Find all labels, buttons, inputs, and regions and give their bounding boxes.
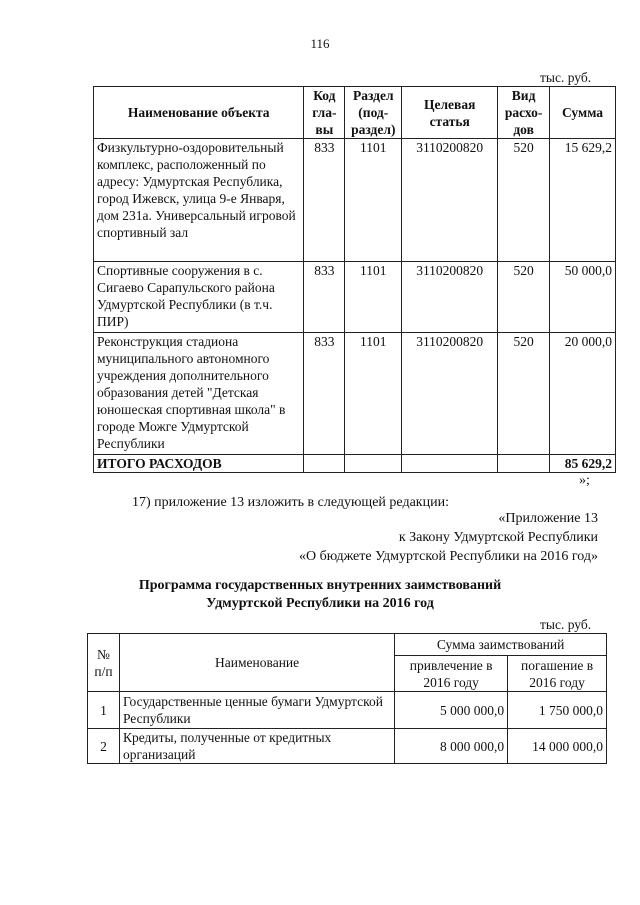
total-sum: 85 629,2: [550, 455, 616, 473]
header-section: Раздел (под-раздел): [345, 87, 402, 139]
total-label: ИТОГО РАСХОДОВ: [94, 455, 304, 473]
row-kind: 520: [498, 139, 550, 262]
row-section: 1101: [345, 333, 402, 455]
row-repay: 1 750 000,0: [508, 692, 607, 729]
row-sum: 15 629,2: [550, 139, 616, 262]
row-name: Государственные ценные бумаги Удмуртской Республики: [119, 692, 394, 729]
row-attract: 5 000 000,0: [395, 692, 508, 729]
row-section: 1101: [345, 262, 402, 333]
header-code: Код гла-вы: [304, 87, 345, 139]
table-row: [94, 139, 616, 262]
row-num: 2: [88, 729, 120, 764]
row-target: 3110200820: [402, 333, 498, 455]
row-section: 1101: [345, 139, 402, 262]
title-line-2: Удмуртской Республики на 2016 год: [206, 596, 434, 611]
title-line-1: Программа государственных внутренних заимствований: [138, 578, 502, 593]
borrowings-table: [87, 633, 607, 764]
program-title: [0, 577, 640, 613]
row-repay: 14 000 000,0: [508, 729, 607, 764]
row-code: 833: [304, 262, 345, 333]
table-row: [88, 729, 607, 764]
row-attract: 8 000 000,0: [395, 729, 508, 764]
page-number: 116: [310, 36, 330, 51]
row-code: 833: [304, 333, 345, 455]
row-name: Реконструкция стадиона муниципального автономного учреждения дополнительного образования детей "Детская юношеская спортивная школа" в городе Можге Удмуртской Республики: [94, 333, 304, 455]
table-row: [94, 333, 616, 455]
table-row: [94, 262, 616, 333]
paragraph-17: 17) приложение 13 изложить в следующей редакции:: [132, 495, 449, 510]
expenses-table: [93, 86, 616, 473]
table-row: [88, 692, 607, 729]
row-num: 1: [88, 692, 120, 729]
header-attract: привлечение в 2016 году: [395, 656, 508, 692]
row-sum: 20 000,0: [550, 333, 616, 455]
header-num: № п/п: [88, 634, 120, 692]
header-sum-group: Сумма заимствований: [395, 634, 607, 656]
row-target: 3110200820: [402, 139, 498, 262]
appendix-line-2: к Закону Удмуртской Республики: [398, 530, 598, 545]
row-sum: 50 000,0: [550, 262, 616, 333]
row-name: Спортивные сооружения в с. Сигаево Сарапульского района Удмуртской Республики (в т.ч. ПИР): [94, 262, 304, 333]
row-kind: 520: [498, 333, 550, 455]
header-repay: погашение в 2016 году: [508, 656, 607, 692]
appendix-line-3: «О бюджете Удмуртской Республики на 2016 год»: [298, 549, 598, 564]
appendix-line-1: «Приложение 13: [498, 511, 598, 526]
row-name: Физкультурно-оздоровительный комплекс, расположенный по адресу: Удмуртская Республика, город Ижевск, улица 9-е Января, дом 231а. Универсальный игровой спортивный зал: [94, 139, 304, 262]
row-kind: 520: [498, 262, 550, 333]
table1-unit: тыс. руб.: [540, 70, 592, 85]
row-name: Кредиты, полученные от кредитных организаций: [119, 729, 394, 764]
header-sum: Сумма: [550, 87, 616, 139]
table2-unit: тыс. руб.: [540, 617, 592, 632]
closing-quote: »;: [579, 473, 590, 488]
header-kind: Вид расхо-дов: [498, 87, 550, 139]
header-target: Целевая статья: [402, 87, 498, 139]
total-row: [94, 455, 616, 473]
row-code: 833: [304, 139, 345, 262]
header-name: Наименование: [119, 634, 394, 692]
header-name: Наименование объекта: [94, 87, 304, 139]
row-target: 3110200820: [402, 262, 498, 333]
